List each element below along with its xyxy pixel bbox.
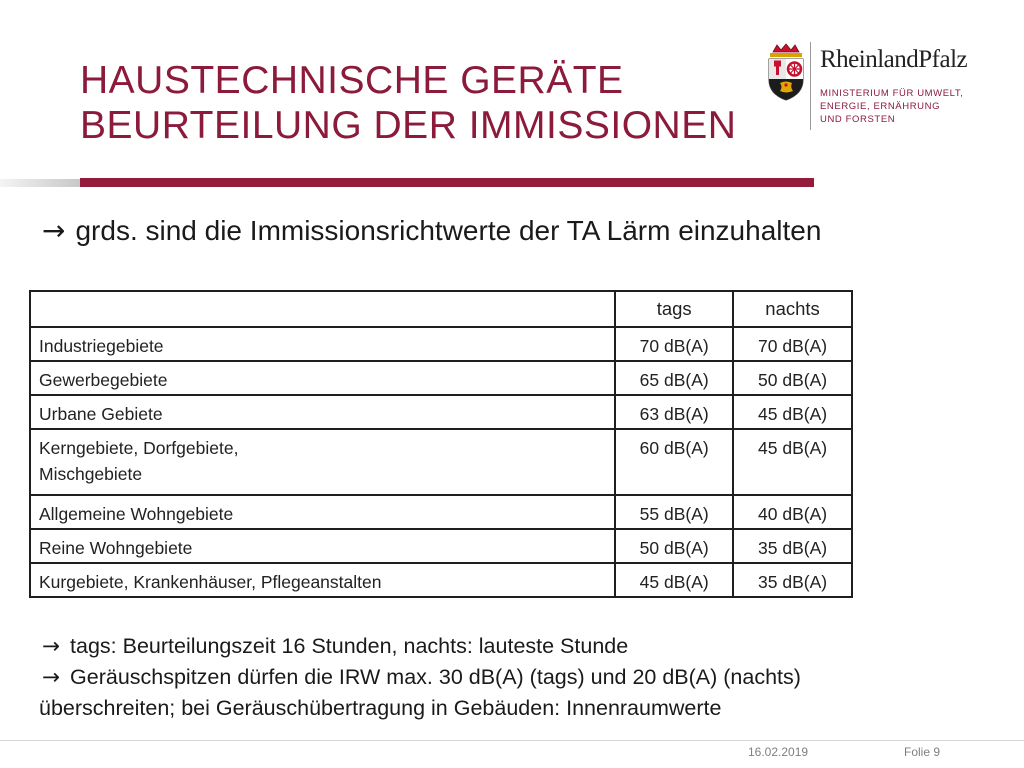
ministry-line-2: ENERGIE, ERNÄHRUNG	[820, 101, 941, 112]
logo-ministry-name	[820, 87, 963, 126]
notes-block	[39, 631, 1002, 723]
value-tags: 55 dB(A)	[615, 495, 733, 529]
header-area	[30, 291, 615, 327]
title-underline	[80, 178, 814, 187]
title-underline-fade	[0, 179, 80, 187]
area-name: Reine Wohngebiete	[30, 529, 615, 563]
value-nachts: 45 dB(A)	[733, 395, 852, 429]
area-name: Gewerbegebiete	[30, 361, 615, 395]
immission-limits-table	[29, 290, 853, 598]
footer-divider	[0, 740, 1024, 741]
table-row	[30, 563, 852, 597]
table-row	[30, 361, 852, 395]
value-tags: 45 dB(A)	[615, 563, 733, 597]
ministry-line-3: UND FORSTEN	[820, 114, 896, 125]
table-header-row	[30, 291, 852, 327]
value-tags: 70 dB(A)	[615, 327, 733, 361]
value-nachts: 35 dB(A)	[733, 529, 852, 563]
value-nachts: 45 dB(A)	[733, 429, 852, 495]
slide-title-line-1: HAUSTECHNISCHE GERÄTE	[80, 59, 624, 102]
note-line-3: überschreiten; bei Geräuschübertragung in Gebäuden: Innenraumwerte	[39, 696, 722, 720]
table-row	[30, 327, 852, 361]
arrow-right-icon: →	[42, 665, 61, 690]
area-name: Kerngebiete, Dorfgebiete, Mischgebiete	[30, 429, 615, 495]
area-name: Kurgebiete, Krankenhäuser, Pflegeanstalten	[30, 563, 615, 597]
header-nachts: nachts	[733, 291, 852, 327]
value-tags: 63 dB(A)	[615, 395, 733, 429]
rlp-ministry-logo	[766, 38, 976, 133]
coat-of-arms-icon	[766, 42, 806, 102]
lead-text: grds. sind die Immissionsrichtwerte der TA Lärm einzuhalten	[75, 215, 822, 246]
table-row	[30, 529, 852, 563]
slide-title-line-2: BEURTEILUNG DER IMMISSIONEN	[80, 104, 737, 147]
area-name: Industriegebiete	[30, 327, 615, 361]
area-name: Urbane Gebiete	[30, 395, 615, 429]
note-line-1	[42, 631, 1002, 662]
arrow-right-icon: →	[42, 634, 61, 659]
table-row	[30, 429, 852, 495]
slide-title	[80, 58, 736, 148]
value-nachts: 40 dB(A)	[733, 495, 852, 529]
value-nachts: 35 dB(A)	[733, 563, 852, 597]
note-line-2	[42, 662, 1002, 693]
logo-brand-name: RheinlandPfalz	[820, 46, 968, 73]
value-nachts: 70 dB(A)	[733, 327, 852, 361]
arrow-right-icon: →	[42, 214, 66, 247]
footer-date: 16.02.2019	[748, 745, 809, 759]
logo-divider	[810, 42, 811, 130]
area-name: Allgemeine Wohngebiete	[30, 495, 615, 529]
note-1-text: tags: Beurteilungszeit 16 Stunden, nachts: lauteste Stunde	[70, 634, 629, 658]
header-tags: tags	[615, 291, 733, 327]
lead-statement	[42, 214, 821, 247]
ministry-line-1: MINISTERIUM FÜR UMWELT,	[820, 88, 964, 99]
value-nachts: 50 dB(A)	[733, 361, 852, 395]
note-2-text: Geräuschspitzen dürfen die IRW max. 30 dB(A) (tags) und 20 dB(A) (nachts)	[70, 665, 801, 689]
footer-page-number: Folie 9	[904, 745, 941, 759]
value-tags: 50 dB(A)	[615, 529, 733, 563]
table-row	[30, 495, 852, 529]
value-tags: 60 dB(A)	[615, 429, 733, 495]
table-row	[30, 395, 852, 429]
value-tags: 65 dB(A)	[615, 361, 733, 395]
